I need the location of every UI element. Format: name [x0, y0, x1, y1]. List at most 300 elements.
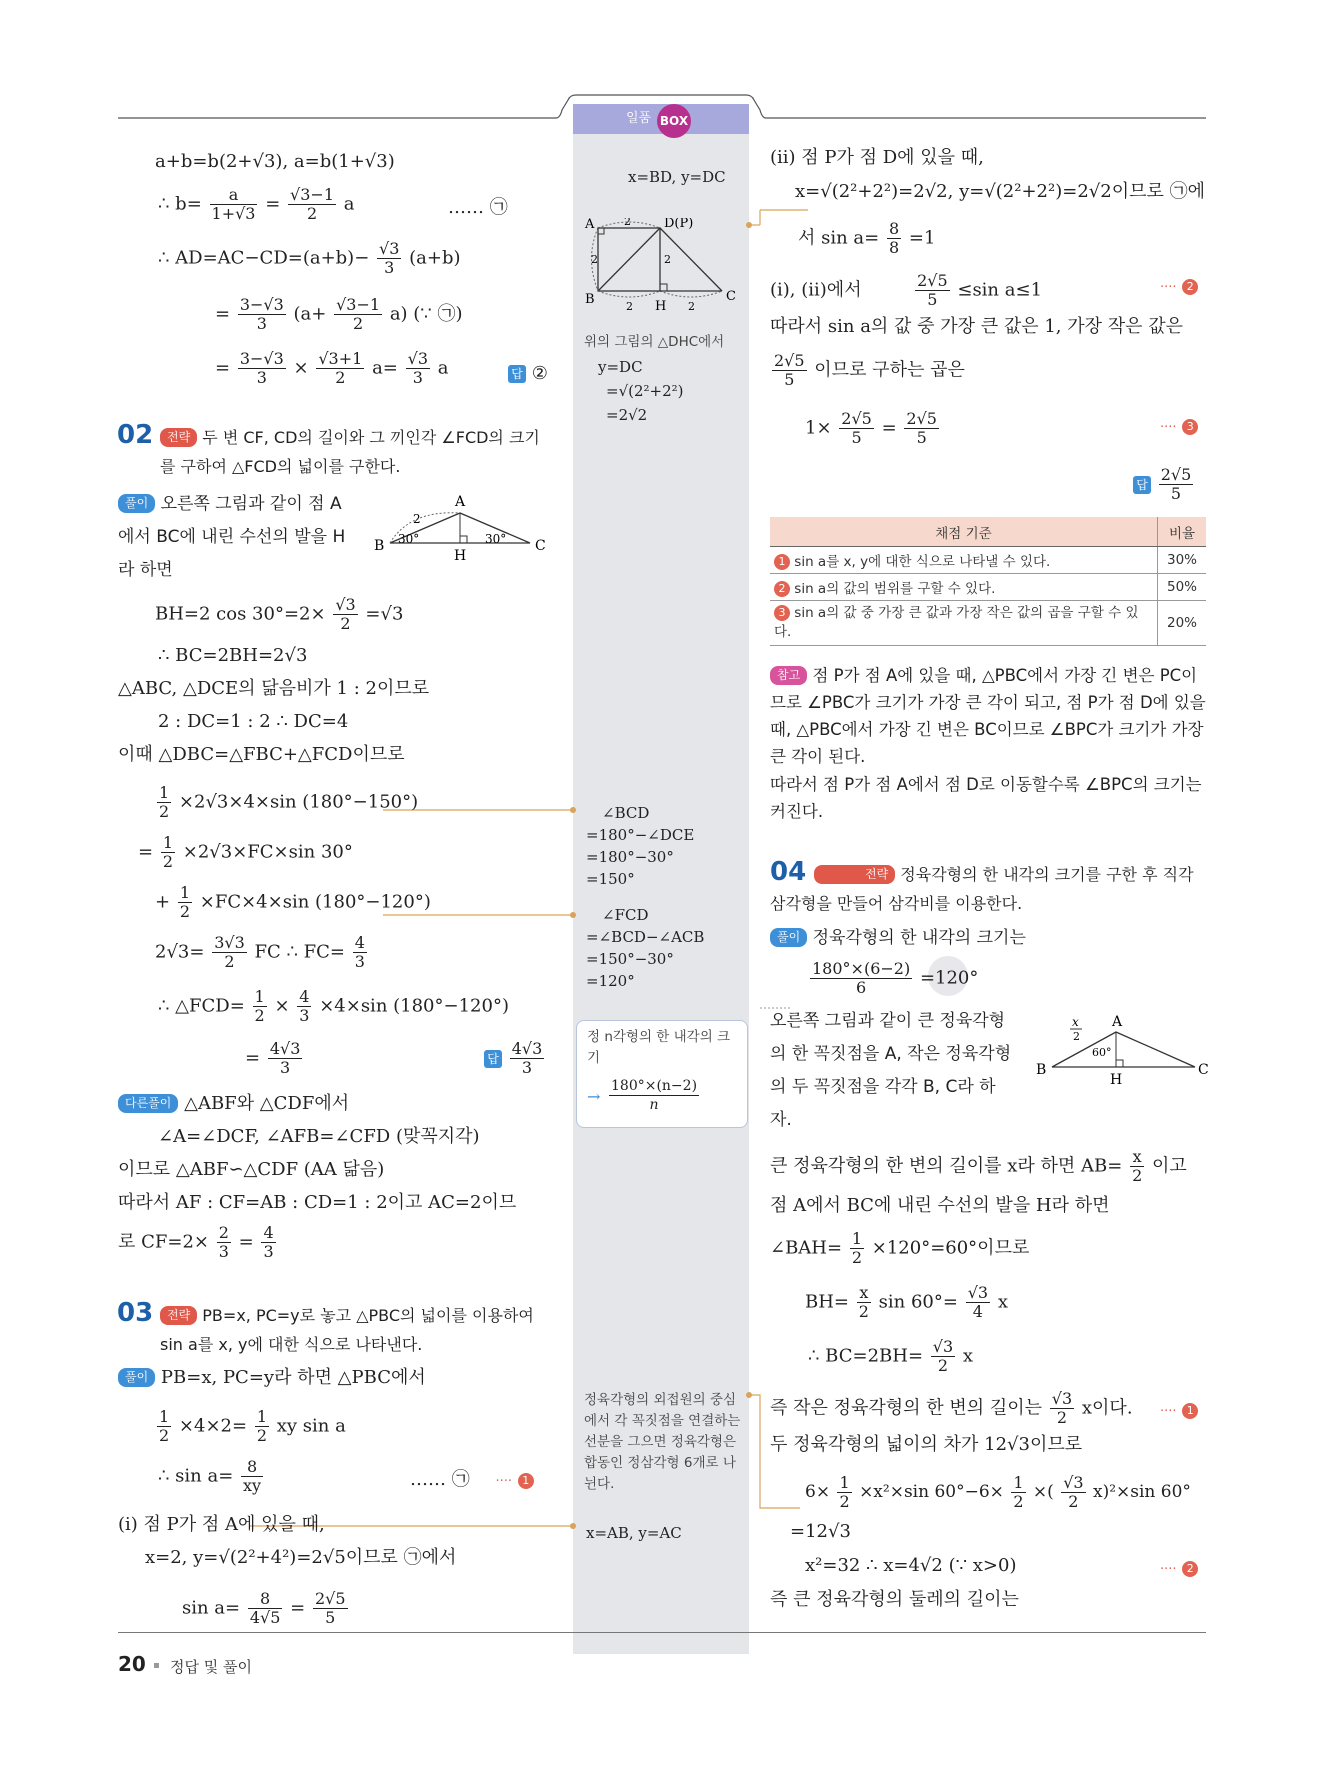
solution-tag: 풀이 [118, 494, 155, 513]
alt-2: ∠A=∠DCF, ∠AFB=∠CFD (맞꼭지각) [158, 1126, 480, 1147]
den: 2 [256, 1426, 267, 1445]
num: √3 [407, 349, 428, 368]
step-1-icon: 1 [1182, 1403, 1198, 1419]
fraction [915, 272, 950, 309]
fraction [377, 240, 401, 277]
left-line-1: a+b=b(2+√3), a=b(1+√3) [155, 151, 395, 172]
svg-text:H: H [655, 299, 667, 313]
den: 4√5 [249, 1608, 281, 1627]
q02-dbc: 이때 △DBC=△FBC+△FCD이므로 [118, 744, 405, 765]
q04-eq3: x²=32 ∴ x=4√2 (∵ x>0) [805, 1555, 1017, 1576]
sidebar-fcd-2: =∠BCD−∠ACB [586, 928, 705, 946]
num: 2√5 [1160, 465, 1192, 484]
fraction [217, 1224, 231, 1261]
den: 2 [340, 614, 351, 633]
text: × [274, 995, 290, 1017]
text: BH= [805, 1291, 850, 1313]
alt-5 [118, 1224, 278, 1261]
q02-bh [155, 596, 403, 633]
left-line-3 [158, 240, 461, 277]
text: = [215, 357, 231, 379]
den: 2 [159, 1426, 170, 1445]
q02-bc: ∴ BC=2BH=2√3 [158, 645, 308, 666]
alt-1 [118, 1092, 349, 1116]
text: ×( [1032, 1482, 1054, 1502]
step-2-icon: 2 [1182, 279, 1198, 295]
text: PB=x, PC=y라 하면 △PBC에서 [160, 1367, 426, 1388]
fraction [1159, 466, 1194, 503]
fraction [288, 186, 336, 223]
alt-3: 이므로 △ABF∽△CDF (AA 닮음) [118, 1159, 385, 1180]
den: 2 [839, 1492, 850, 1511]
fraction [178, 884, 192, 921]
step-1-icon: 1 [774, 554, 790, 570]
text: 이고 [1152, 1155, 1187, 1177]
den: 3 [280, 1058, 291, 1077]
den: 3 [412, 368, 423, 387]
svg-text:2: 2 [1073, 1030, 1080, 1043]
text: 큰 정육각형의 한 변의 길이를 x라 하면 AB= [770, 1155, 1123, 1177]
svg-text:2: 2 [664, 253, 671, 266]
q04-triangle-figure [1030, 1010, 1210, 1090]
den: 3 [263, 1242, 274, 1261]
sidebar-bcd-4: =150° [586, 870, 635, 888]
answer-icon: 답 [484, 1050, 502, 1068]
q03-answer [1133, 466, 1195, 503]
sidebar-note-1: x=BD, y=DC [628, 168, 726, 186]
svg-text:2: 2 [624, 218, 631, 228]
den: 2 [851, 1248, 863, 1267]
text: = [238, 1231, 254, 1253]
fraction [238, 350, 286, 387]
num: 1 [179, 883, 191, 902]
sidebar-note-2: 위의 그림의 △DHC에서 [584, 334, 725, 350]
grading-header [770, 517, 1206, 547]
strategy-tag: 전략 [160, 428, 197, 447]
num: 1 [1013, 1473, 1024, 1492]
sidebar-last-note: x=AB, y=AC [586, 1524, 682, 1542]
q03-eq1 [155, 1408, 346, 1445]
den: 1+√3 [211, 204, 256, 223]
grading-row [770, 547, 1206, 574]
text: ∠BAH= [770, 1237, 843, 1259]
left-line-2-mark: …… ㉠ [448, 197, 508, 218]
fraction [772, 352, 807, 389]
num: x [1130, 1148, 1144, 1167]
q04-bh [805, 1284, 1008, 1321]
answer-icon: 답 [1133, 476, 1151, 494]
fraction [334, 296, 382, 333]
svg-text:2: 2 [413, 512, 421, 526]
sidebar-bcd-3: =180°−30° [586, 848, 674, 866]
footer-rule [118, 1632, 1206, 1633]
num: √3 [932, 1337, 954, 1356]
q03-eq2-mark [410, 1468, 534, 1494]
svg-text:x: x [1072, 1015, 1079, 1029]
q02-solution-intro [118, 488, 358, 587]
fraction [212, 934, 247, 971]
num: 2√5 [917, 271, 948, 290]
step-2-icon: 2 [774, 581, 790, 597]
den: 2 [1068, 1492, 1079, 1511]
svg-text:60°: 60° [1092, 1046, 1112, 1059]
den: 2 [224, 952, 235, 971]
den: 4 [972, 1302, 983, 1321]
sidebar-fcd-1: ∠FCD [602, 906, 649, 924]
fraction [857, 1284, 871, 1321]
fraction [510, 1040, 545, 1077]
arrow-dots: ···· [1160, 1562, 1177, 1577]
q04-para-1: 오른쪽 그림과 같이 큰 정육각형의 한 꼭짓점을 A, 작은 정육각형의 두 꼭짓점을 각각 B, C라 하자. [770, 1011, 1012, 1130]
q02-answer [484, 1040, 546, 1077]
sidebar-note-2-eq2: =√(2²+2²) [606, 382, 684, 400]
text: x)²×sin 60° [1092, 1482, 1191, 1502]
text: sin 60°= [878, 1291, 958, 1313]
svg-text:2: 2 [591, 253, 598, 266]
text: sin a를 x, y에 대한 식으로 나타낼 수 있다. [794, 554, 1051, 570]
den: 5 [851, 428, 862, 447]
range [770, 272, 1042, 309]
fraction [966, 1284, 990, 1321]
reference-note-2: 따라서 점 P가 점 A에서 점 D로 이동할수록 ∠BPC의 크기는 커진다. [770, 775, 1202, 821]
den: 3 [299, 1006, 310, 1025]
question-number-02: 02 [117, 420, 154, 450]
reference-note [770, 662, 1208, 770]
grading-ratio: 50% [1158, 574, 1207, 601]
num: 8 [248, 1590, 283, 1609]
text: = [265, 193, 281, 215]
den: 5 [325, 1608, 336, 1627]
text: ×2√3×FC×sin 30° [182, 841, 353, 863]
svg-text:C: C [1198, 1062, 1209, 1078]
step-2-mark [1160, 274, 1198, 300]
den: 5 [916, 428, 927, 447]
text: x [962, 1345, 974, 1367]
num: 4 [263, 1223, 274, 1242]
step-3-icon: 3 [774, 605, 790, 621]
den: 2 [1013, 1492, 1024, 1511]
num: 8 [888, 219, 900, 238]
num: 2√5 [841, 409, 872, 428]
q03-case-i-eq: x=2, y=√(2²+4²)=2√5이므로 ㉠에서 [145, 1547, 457, 1568]
fraction [1061, 1474, 1085, 1511]
fraction [850, 1230, 864, 1267]
svg-text:30°: 30° [485, 532, 507, 546]
q04-eq1 [805, 1474, 1191, 1511]
sidebar-note-2-eq1: y=DC [598, 358, 643, 376]
sidebar-fcd-4: =120° [586, 972, 635, 990]
num: 1 [254, 987, 265, 1006]
text: + [155, 891, 171, 913]
alt-4: 따라서 AF : CF=AB : CD=1 : 2이고 AC=2이므 [118, 1192, 517, 1213]
text: = [881, 417, 897, 439]
page-number: 20 [118, 1652, 146, 1676]
text: = [290, 1597, 306, 1619]
text: BH=2 cos 30°=2× [155, 603, 326, 625]
svg-text:B: B [1036, 1062, 1047, 1078]
text: 오른쪽 그림과 같이 점 A에서 BC에 내린 수선의 발을 H라 하면 [118, 494, 346, 580]
fraction [241, 1458, 263, 1495]
q02-dc: 2 : DC=1 : 2 ∴ DC=4 [158, 711, 349, 732]
sidebar-title-prefix: 일품 [626, 111, 652, 126]
fraction [210, 186, 258, 223]
text: ×4×2= [178, 1415, 248, 1437]
den: 3 [256, 314, 267, 333]
grading-header-ratio: 비율 [1158, 517, 1207, 547]
text: = [245, 1047, 261, 1069]
fraction [161, 834, 175, 871]
case-ii-sin [798, 220, 935, 257]
svg-text:A: A [585, 218, 595, 232]
fraction [904, 410, 939, 447]
den: 8 [888, 238, 900, 257]
text: PB=x, PC=y로 놓고 △PBC의 넓이를 이용하여 sin a를 x, y에 대한 식으로 나타낸다. [160, 1306, 534, 1354]
text: × [293, 357, 309, 379]
svg-text:A: A [1112, 1014, 1123, 1030]
svg-text:D(P): D(P) [664, 218, 694, 231]
text: sin a의 값 중 가장 큰 값과 가장 작은 값의 곱을 구할 수 있다. [774, 605, 1139, 640]
grading-row [770, 601, 1206, 646]
svg-text:2: 2 [626, 300, 633, 313]
text: 즉 작은 정육각형의 한 변의 길이는 [770, 1397, 1043, 1419]
text: sin a의 값의 범위를 구할 수 있다. [794, 581, 996, 597]
sidebar-note-2-eq3: =2√2 [606, 406, 648, 424]
text: ×FC×4×sin (180°−120°) [199, 891, 431, 913]
left-line-5 [215, 350, 448, 387]
fraction [839, 410, 874, 447]
den: 3 [218, 1242, 229, 1261]
fraction [297, 988, 311, 1025]
num: √3 [1063, 1473, 1084, 1492]
fraction [316, 350, 364, 387]
alt-tag: 다른풀이 [118, 1094, 178, 1113]
q02-eq3 [155, 884, 431, 921]
svg-text:A: A [455, 494, 466, 510]
fraction [1130, 1148, 1144, 1185]
den: 2 [254, 1006, 265, 1025]
den: 2 [335, 368, 346, 387]
num: 1 [851, 1229, 863, 1248]
num: 8 [241, 1458, 263, 1477]
den: 2 [1132, 1166, 1143, 1185]
text: (a+b) [409, 247, 461, 269]
case-ii-eq: x=√(2²+2²)=2√2, y=√(2²+2²)=2√2이므로 ㉠에 [795, 181, 1205, 202]
text: △ABF와 △CDF에서 [184, 1093, 350, 1114]
q02-eq6 [245, 1040, 304, 1077]
fraction [406, 350, 430, 387]
num: √3+1 [318, 349, 363, 368]
q03-solution [118, 1366, 426, 1390]
q03-case-i-sin [182, 1590, 350, 1627]
q04-bc [808, 1338, 973, 1375]
left-line-2 [158, 186, 354, 223]
product [805, 410, 941, 447]
num: 180°×(6−2) [812, 959, 911, 978]
q04-small [770, 1390, 1133, 1427]
text: 정육각형의 한 내각의 크기는 [812, 928, 1026, 948]
text: = [138, 841, 154, 863]
text: ∴ b= [158, 193, 202, 215]
footer-bullet [154, 1663, 159, 1668]
den: 2 [353, 314, 364, 333]
polygon-box-den: n [649, 1097, 659, 1113]
den: xy [243, 1476, 262, 1495]
q04-angle [808, 960, 978, 997]
q02-strategy [160, 423, 550, 481]
den: 2 [159, 802, 170, 821]
step-3-icon: 3 [1182, 419, 1198, 435]
q04-diff: 두 정육각형의 넓이의 차가 12√3이므로 [770, 1434, 1083, 1455]
text: ×4×sin (180°−120°) [319, 995, 509, 1017]
q02-eq2 [138, 834, 353, 871]
solution-tag: 풀이 [770, 928, 807, 947]
num: √3−1 [336, 295, 381, 314]
den: 2 [1056, 1408, 1068, 1427]
svg-text:B: B [374, 538, 385, 554]
hexagon-note: 정육각형의 외접원의 중심에서 각 꼭짓점을 연결하는 선분을 그으면 정육각형은 합동인 정삼각형 6개로 나뉜다. [584, 1392, 741, 1492]
q02-eq4 [155, 934, 369, 971]
den: 2 [162, 852, 174, 871]
svg-text:C: C [535, 538, 546, 554]
text: =120° [919, 967, 979, 989]
polygon-box-num: 180°×(n−2) [611, 1078, 698, 1094]
num: 4√3 [269, 1039, 301, 1058]
text: x [997, 1291, 1008, 1313]
arrow-icon: → [587, 1087, 601, 1106]
answer-value: ② [531, 363, 548, 384]
num: 1 [162, 833, 174, 852]
q04-last: 즉 큰 정육각형의 둘레의 길이는 [770, 1589, 1019, 1610]
text: ∴ AD=AC−CD=(a+b)− [158, 247, 370, 269]
grading-criteria [770, 547, 1158, 574]
step-3-mark [1160, 414, 1198, 440]
case-ii: (ii) 점 P가 점 D에 있을 때, [770, 147, 984, 168]
step-2-mark-b [1160, 1556, 1198, 1582]
polygon-box-title: 정 n각형의 한 내각의 크기 [587, 1029, 731, 1066]
den: 3 [256, 368, 267, 387]
q02-ratio: △ABC, △DCE의 닮음비가 1 : 2이므로 [118, 678, 430, 699]
arrow-dots: ···· [1160, 420, 1177, 435]
answer-icon: 답 [508, 365, 526, 383]
num: 2 [218, 1223, 229, 1242]
fraction [255, 1408, 269, 1445]
text: (a+ [293, 303, 327, 325]
fraction [157, 784, 171, 821]
text: 정육각형의 한 내각의 크기를 구한 후 직각삼각형을 만들어 삼각비를 이용한다. [770, 865, 1194, 913]
text: 서 sin a= [798, 227, 880, 249]
arrow-dots: ···· [495, 1474, 512, 1489]
den: 2 [937, 1356, 949, 1375]
num: √3−1 [290, 185, 335, 204]
grading-row [770, 574, 1206, 601]
q04-bah [770, 1230, 1029, 1267]
text: FC ∴ FC= [254, 941, 346, 963]
text: ∴ BC=2BH= [808, 1345, 924, 1367]
svg-text:H: H [454, 548, 467, 564]
svg-text:30°: 30° [398, 532, 420, 546]
fraction [810, 960, 912, 997]
reference-tag: 참고 [770, 666, 807, 685]
fraction [248, 1590, 283, 1627]
text: ∴ sin a= [158, 1465, 234, 1487]
num: a [210, 186, 258, 205]
text: 1× [805, 417, 832, 439]
left-line-4 [215, 296, 463, 333]
text: ∴ △FCD= [158, 995, 245, 1017]
text: 6× [805, 1482, 831, 1502]
den: 2 [179, 902, 191, 921]
q04-strategy [770, 860, 1208, 918]
q04-para-2 [770, 1148, 1187, 1185]
num: √3 [335, 595, 356, 614]
question-number-04: 04 [770, 857, 807, 887]
text: =√3 [365, 603, 404, 625]
q03-case-i: (i) 점 P가 점 A에 있을 때, [118, 1514, 325, 1535]
fraction [887, 220, 901, 257]
den: 6 [856, 978, 867, 997]
den: 2 [306, 204, 318, 223]
fraction [157, 1408, 171, 1445]
text: a= [372, 357, 398, 379]
fraction [253, 988, 267, 1025]
num: 2√5 [906, 409, 937, 428]
strategy-tag: 전략 [814, 865, 895, 884]
q02-triangle-figure [370, 490, 555, 570]
text: a [437, 357, 449, 379]
num: 4 [299, 987, 310, 1006]
fraction [261, 1224, 275, 1261]
text: = [215, 303, 231, 325]
num: √3 [379, 239, 400, 258]
text: a [343, 193, 355, 215]
sidebar-fcd-3: =150°−30° [586, 950, 674, 968]
num: √3 [967, 1283, 989, 1302]
conclusion-2 [770, 352, 965, 389]
num: 4 [354, 933, 365, 952]
sidebar-bcd-1: ∠BCD [602, 804, 650, 822]
grading-criteria [770, 574, 1158, 601]
fraction [268, 1040, 303, 1077]
text: (i), (ii)에서 [770, 279, 862, 301]
num: 3−√3 [239, 295, 284, 314]
text: 점 P가 점 A에 있을 때, △PBC에서 가장 긴 변은 PC이므로 ∠PBC가 크기가 가장 큰 각이 되고, 점 P가 점 D에 있을 때, △PBC에서 가장 긴 변은 BC이므로 ∠BPC가 크기가 가장 큰 각이 된다. [770, 666, 1206, 766]
text: 두 변 CF, CD의 길이와 그 끼인각 ∠FCD의 크기를 구하여 △FCD의 넓이를 구한다. [160, 428, 540, 476]
grading-ratio: 20% [1158, 601, 1207, 646]
text: xy sin a [276, 1415, 346, 1437]
sidebar-box-label: BOX [659, 114, 689, 128]
svg-text:H: H [1110, 1072, 1123, 1088]
den: 3 [521, 1058, 533, 1077]
num: 1 [256, 1407, 267, 1426]
fraction [333, 596, 357, 633]
question-number-03: 03 [117, 1298, 154, 1328]
num: 1 [159, 1407, 170, 1426]
fraction [238, 296, 286, 333]
text: ×x²×sin 60°−6× [859, 1482, 1004, 1502]
q04-eq2: =12√3 [790, 1521, 851, 1542]
den: 5 [1170, 484, 1182, 503]
fraction [1050, 1390, 1074, 1427]
num: 3−√3 [239, 349, 284, 368]
conclusion-1: 따라서 sin a의 값 중 가장 큰 값은 1, 가장 작은 값은 [770, 316, 1184, 337]
num: 1 [159, 783, 170, 802]
svg-text:B: B [585, 292, 595, 307]
arrow-dots: ···· [1160, 280, 1177, 295]
step-2-icon: 2 [1182, 1561, 1198, 1577]
den: 5 [927, 290, 938, 309]
grading-header-criteria: 채점 기준 [770, 517, 1158, 547]
den: 3 [354, 952, 365, 971]
